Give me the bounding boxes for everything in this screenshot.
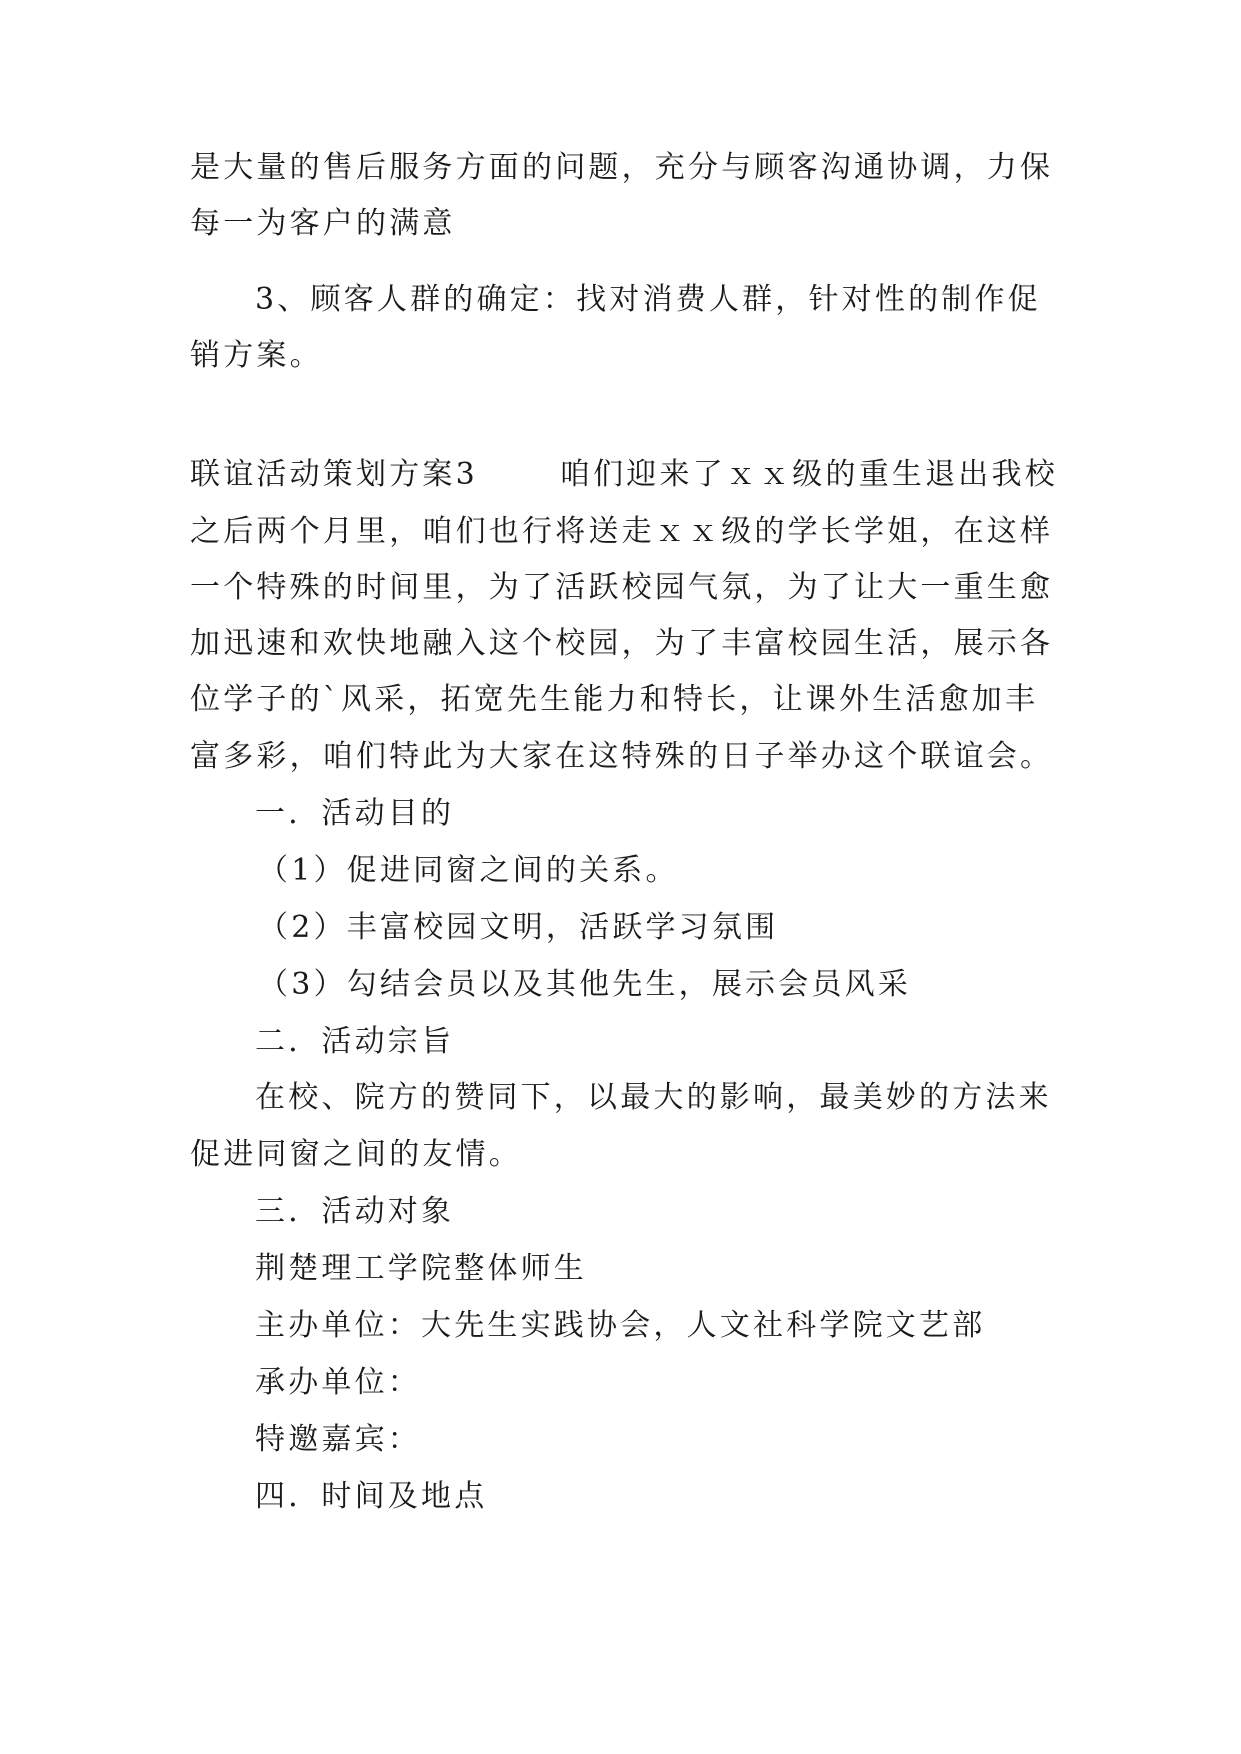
document-title: 联谊活动策划方案3: [190, 457, 478, 492]
paragraph-line: 特邀嘉宾：: [255, 1422, 421, 1457]
paragraph-line: 销方案。: [190, 338, 323, 373]
paragraph-line: 在校、院方的赞同下，以最大的影响，最美妙的方法来: [255, 1080, 1052, 1115]
section-heading: 三．活动对象: [255, 1194, 455, 1229]
paragraph-line: 承办单位：: [255, 1365, 421, 1400]
paragraph-line: 位学子的`风采，拓宽先生能力和特长，让课外生活愈加丰: [190, 682, 1039, 717]
paragraph-line: 每一为客户的满意: [190, 206, 456, 241]
paragraph-line: 3、顾客人群的确定：找对消费人群，针对性的制作促: [255, 282, 1041, 317]
list-item: （1）促进同窗之间的关系。: [258, 853, 679, 888]
paragraph-line: 富多彩，咱们特此为大家在这特殊的日子举办这个联谊会。: [190, 739, 1054, 774]
paragraph-line: 主办单位：大先生实践协会，人文社科学院文艺部: [255, 1308, 986, 1343]
title-line-text: 咱们迎来了ｘｘ级的重生退出我校: [559, 457, 1058, 492]
section-heading: 二．活动宗旨: [255, 1024, 455, 1059]
section-heading: 一．活动目的: [255, 796, 455, 831]
paragraph-line: 之后两个月里，咱们也行将送走ｘｘ级的学长学姐，在这样: [190, 514, 1054, 549]
section-heading: 四．时间及地点: [255, 1479, 488, 1514]
paragraph-line: 促进同窗之间的友情。: [190, 1137, 522, 1172]
paragraph-line: 加迅速和欢快地融入这个校园，为了丰富校园生活，展示各: [190, 626, 1054, 661]
paragraph-line: 是大量的售后服务方面的问题，充分与顾客沟通协调，力保: [190, 150, 1054, 185]
list-item: （2）丰富校园文明，活跃学习氛围: [258, 910, 779, 945]
paragraph-line: 荆楚理工学院整体师生: [255, 1251, 587, 1286]
title-line: [190, 455, 1058, 495]
paragraph-line: 一个特殊的时间里，为了活跃校园气氛，为了让大一重生愈: [190, 570, 1054, 605]
list-item: （3）勾结会员以及其他先生，展示会员风采: [258, 967, 912, 1002]
